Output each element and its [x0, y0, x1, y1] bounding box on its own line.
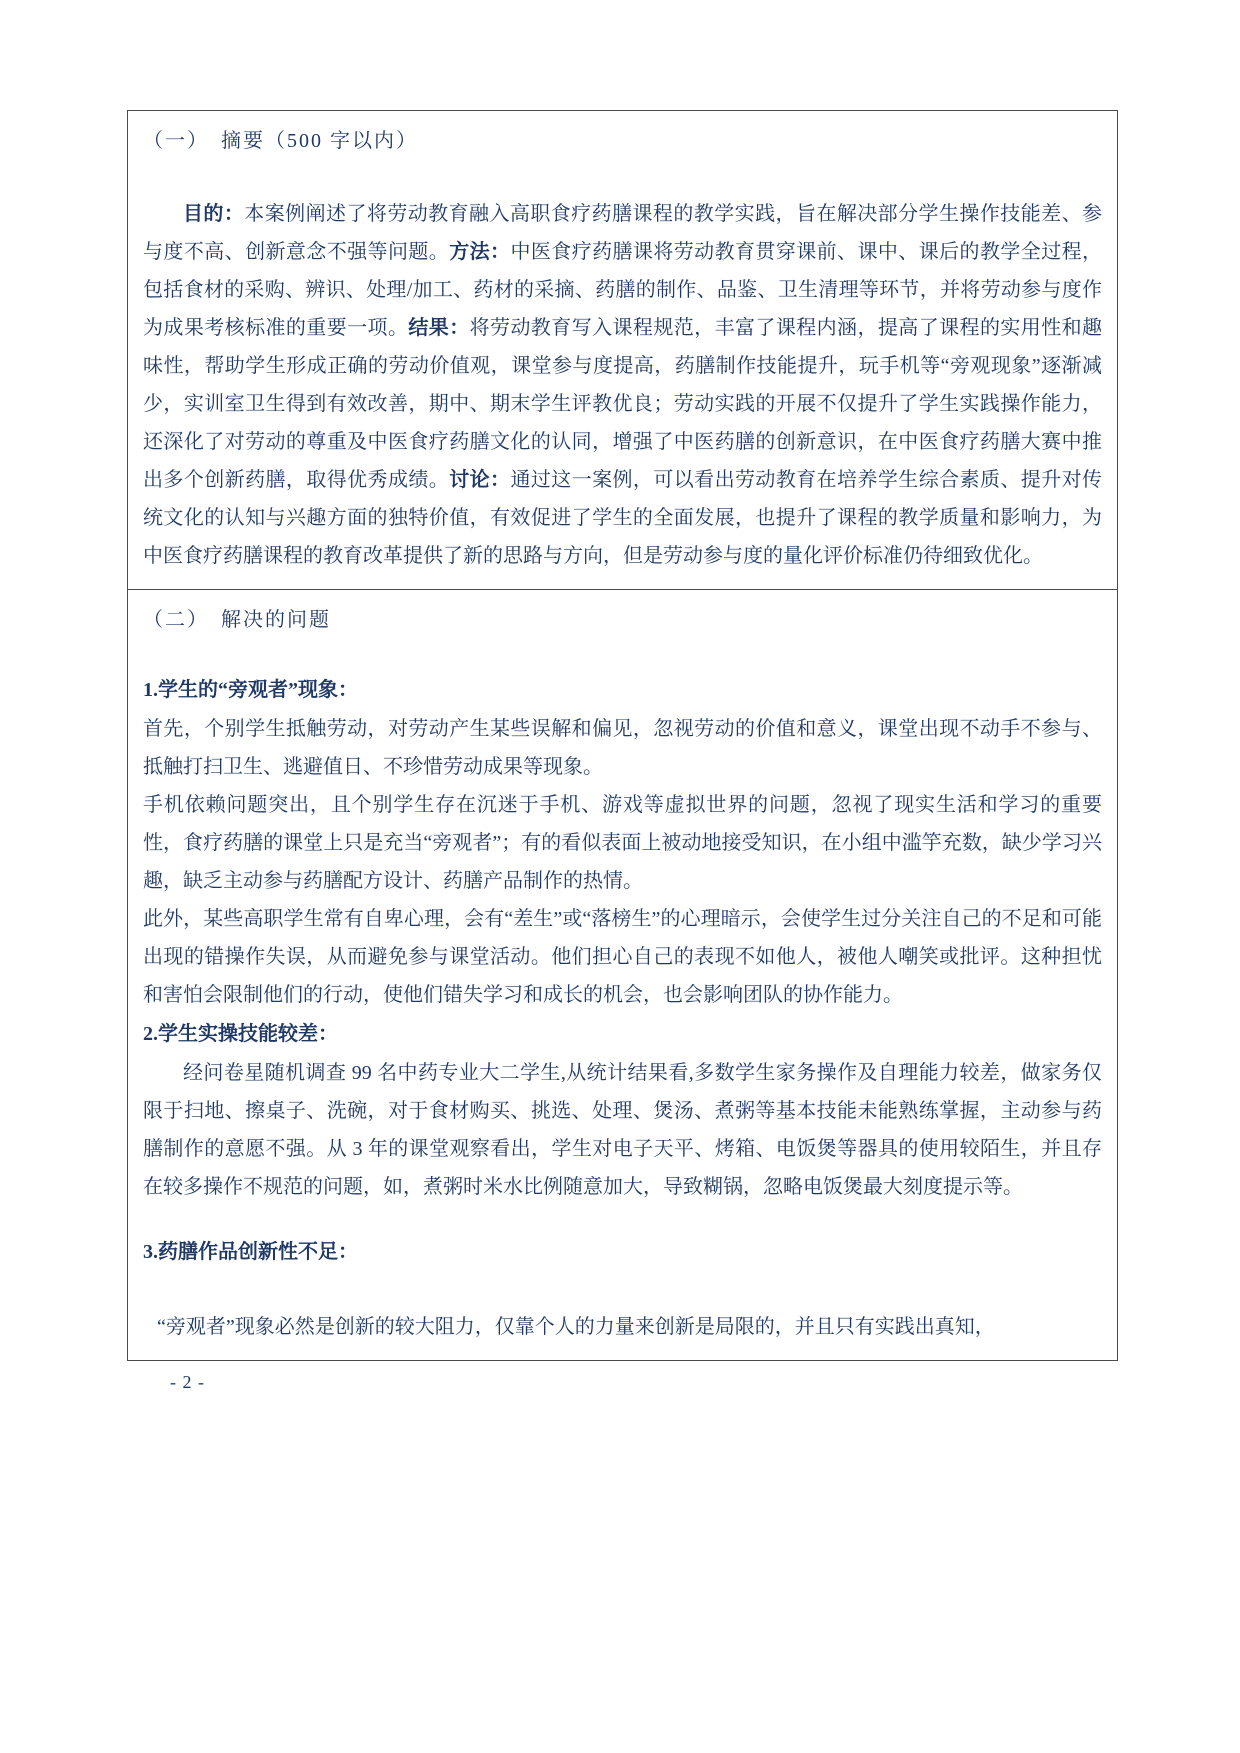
abstract-text: 中医食疗药膳课将劳动教育贯穿课前、课中、课后的教学全过程，包括食材的采购、辨识、处理/加工、药材的采摘、药膳的制作、品鉴、卫生清理等环节，并将劳动参与度作为成果考核标准的重要一项。 — [143, 241, 1103, 339]
problem-item-title: 1.学生的“旁观者”现象： — [143, 679, 358, 701]
problem-item-1 — [143, 670, 1102, 1014]
problem-item-2 — [143, 1014, 1102, 1206]
problems-section — [128, 589, 1117, 1360]
problem-paragraph: 经问卷星随机调查 99 名中药专业大二学生,从统计结果看,多数学生家务操作及自理能力较差，做家务仅限于扫地、擦桌子、洗碗，对于食材购买、挑选、处理、煲汤、煮粥等基本技能未能熟练掌握，主动参与药膳制作的意愿不强。从 3 年的课堂观察看出，学生对电子天平、烤箱、电饭煲等器具的使用较陌生，并且存在较多操作不规范的问题，如，煮粥时米水比例随意加大，导致糊锅，忽略电饭煲最大刻度提示等。 — [143, 1062, 1102, 1198]
problem-item-3 — [143, 1232, 1102, 1346]
page-number: - 2 - — [170, 1372, 205, 1392]
abstract-label: 讨论： — [449, 469, 511, 491]
problems-list — [143, 670, 1102, 1346]
problems-section-heading: （二） 解决的问题 — [143, 609, 331, 631]
abstract-label: 目的： — [183, 203, 245, 225]
problem-paragraph: “旁观者”现象必然是创新的较大阻力，仅靠个人的力量来创新是局限的，并且只有实践出真知， — [157, 1316, 995, 1338]
abstract-text: 通过这一案例，可以看出劳动教育在培养学生综合素质、提升对传统文化的认知与兴趣方面的独特价值，有效促进了学生的全面发展，也提升了课程的教学质量和影响力，为中医食疗药膳课程的教育改革提供了新的思路与方向，但是劳动参与度的量化评价标准仍待细致优化。 — [143, 469, 1103, 567]
problem-paragraph: 手机依赖问题突出，且个别学生存在沉迷于手机、游戏等虚拟世界的问题，忽视了现实生活和学习的重要性，食疗药膳的课堂上只是充当“旁观者”；有的看似表面上被动地接受知识，在小组中滥竽充数，缺少学习兴趣，缺乏主动参与药膳配方设计、药膳产品制作的热情。 — [143, 794, 1102, 892]
content-table — [127, 110, 1118, 1361]
abstract-section-heading: （一） 摘要（500 字以内） — [143, 130, 418, 152]
abstract-label: 方法： — [449, 241, 511, 263]
abstract-paragraph — [143, 195, 1102, 575]
problem-paragraph: 首先，个别学生抵触劳动，对劳动产生某些误解和偏见，忽视劳动的价值和意义，课堂出现不动手不参与、抵触打扫卫生、逃避值日、不珍惜劳动成果等现象。 — [143, 718, 1102, 778]
abstract-label: 结果： — [408, 317, 470, 339]
problem-item-title: 3.药膳作品创新性不足： — [143, 1241, 358, 1263]
abstract-section — [128, 111, 1117, 589]
abstract-text: 本案例阐述了将劳动教育融入高职食疗药膳课程的教学实践，旨在解决部分学生操作技能差、参与度不高、创新意念不强等问题。 — [143, 203, 1103, 263]
problem-item-title: 2.学生实操技能较差： — [143, 1023, 338, 1045]
problem-paragraph: 此外，某些高职学生常有自卑心理，会有“差生”或“落榜生”的心理暗示，会使学生过分关注自己的不足和可能出现的错操作失误，从而避免参与课堂活动。他们担心自己的表现不如他人，被他人嘲笑或批评。这种担忧和害怕会限制他们的行动，使他们错失学习和成长的机会，也会影响团队的协作能力。 — [143, 908, 1102, 1006]
abstract-text: 将劳动教育写入课程规范，丰富了课程内涵，提高了课程的实用性和趣味性，帮助学生形成正确的劳动价值观，课堂参与度提高，药膳制作技能提升，玩手机等“旁观现象”逐渐减少，实训室卫生得到有效改善，期中、期末学生评教优良；劳动实践的开展不仅提升了学生实践操作能力，还深化了对劳动的尊重及中医食疗药膳文化的认同，增强了中医药膳的创新意识，在中医食疗药膳大赛中推出多个创新药膳，取得优秀成绩。 — [143, 317, 1103, 491]
